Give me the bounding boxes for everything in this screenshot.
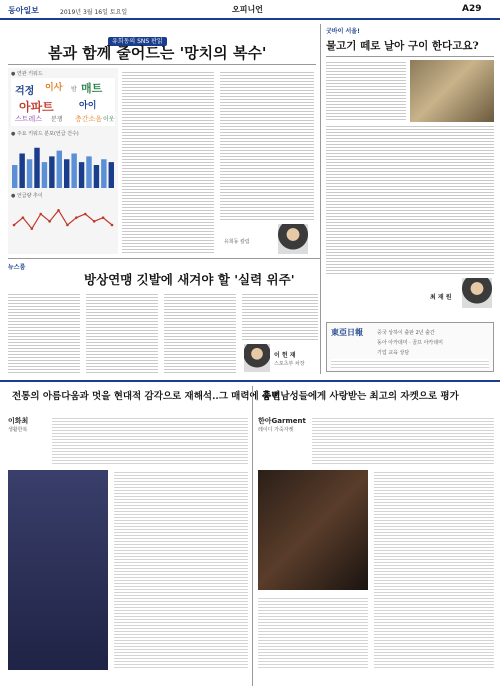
data-point bbox=[22, 216, 25, 219]
bar bbox=[86, 156, 91, 188]
article-photo bbox=[410, 60, 494, 122]
ad-sub: 레이디 가죽자켓 bbox=[258, 427, 294, 433]
masthead bbox=[0, 0, 500, 20]
chart2-title: ● 주요 키워드 분포(언급 건수) bbox=[11, 131, 79, 137]
bar bbox=[101, 159, 106, 188]
ad-line: 기업 교육 상담 bbox=[377, 350, 410, 356]
bar bbox=[71, 154, 76, 189]
cloud-word: 아이 bbox=[79, 101, 97, 111]
bar bbox=[57, 151, 62, 188]
cloud-word: 아파트 bbox=[19, 100, 54, 114]
data-point bbox=[31, 227, 34, 230]
word-cloud bbox=[11, 78, 115, 126]
bar bbox=[19, 154, 24, 189]
infographic bbox=[8, 68, 118, 254]
data-point bbox=[39, 213, 42, 216]
ad-company: 이화최 bbox=[8, 417, 29, 425]
chart1-title: ● 연관 키워드 bbox=[11, 71, 43, 77]
series-line bbox=[14, 210, 112, 228]
bar bbox=[34, 148, 39, 188]
chart3-title: ● 언급량 추이 bbox=[11, 193, 43, 199]
newsroom-column bbox=[8, 260, 320, 376]
bar-chart bbox=[11, 138, 115, 188]
bar bbox=[42, 162, 47, 188]
ad-headline: 중년남성들에게 사랑받는 최고의 자켓으로 평가 bbox=[262, 391, 459, 402]
data-point bbox=[102, 216, 105, 219]
bar bbox=[109, 162, 114, 188]
author-name: 유희동 칼럼 bbox=[224, 239, 250, 245]
section-name: 오피니언 bbox=[232, 5, 263, 14]
line-chart bbox=[11, 200, 115, 250]
bar bbox=[12, 165, 17, 188]
opinion-column-2 bbox=[326, 24, 494, 324]
cloud-word: 매트 bbox=[81, 82, 103, 95]
ad-brand: 東亞日報 bbox=[331, 327, 363, 337]
cloud-word: 밤 bbox=[71, 86, 77, 93]
column-headline: 봄과 함께 줄어드는 '망치의 복수' bbox=[48, 44, 267, 62]
issue-date: 2019년 3월 16일 토요일 bbox=[60, 9, 128, 16]
bar bbox=[27, 159, 32, 188]
author-name: 이 헌 재 bbox=[274, 352, 296, 359]
data-point bbox=[13, 224, 16, 227]
column2-headline: 물고기 떼로 날아 구이 한다고요? bbox=[326, 40, 479, 52]
body-text bbox=[220, 70, 314, 220]
data-point bbox=[48, 220, 51, 223]
product-photo bbox=[258, 470, 368, 590]
product-photo bbox=[8, 470, 108, 670]
ad-headline: 전통의 아름다움과 멋을 현대적 감각으로 재해석..그 매력에 흠뻑 bbox=[12, 391, 281, 402]
ad-jacket bbox=[258, 386, 494, 686]
cloud-word: 층간소음 bbox=[75, 115, 103, 123]
data-point bbox=[84, 213, 87, 216]
cloud-word: 이웃 bbox=[103, 116, 115, 123]
bar bbox=[49, 156, 54, 188]
data-point bbox=[75, 216, 78, 219]
cloud-word: 스트레스 bbox=[15, 115, 43, 123]
body-text bbox=[122, 70, 214, 254]
paper-logo: 동아일보 bbox=[8, 6, 39, 15]
ad-box bbox=[326, 322, 494, 372]
column-badge: 유희동의 SNS 판읽 bbox=[108, 28, 167, 47]
author-title: 스포츠부 차장 bbox=[274, 361, 305, 367]
cloud-word: 이사 bbox=[45, 83, 63, 93]
data-point bbox=[66, 224, 69, 227]
ad-sub: 생활한복 bbox=[8, 427, 28, 433]
author-name: 최 재 원 bbox=[430, 294, 452, 301]
data-point bbox=[93, 220, 96, 223]
author-photo bbox=[278, 224, 308, 254]
author-photo bbox=[244, 344, 270, 372]
data-point bbox=[57, 209, 60, 212]
ad-line: 중국 상하이 출판 2년 출간 bbox=[377, 330, 435, 336]
cloud-word: 걱정 bbox=[15, 86, 35, 97]
body-text bbox=[326, 124, 494, 274]
ad-company: 한아Garment bbox=[258, 417, 306, 425]
page-number: A29 bbox=[462, 4, 482, 14]
bar bbox=[79, 162, 84, 188]
bar bbox=[64, 159, 69, 188]
column-kicker: 굿바이 서울! bbox=[326, 28, 360, 35]
author-photo bbox=[462, 278, 492, 308]
bar bbox=[94, 165, 99, 188]
opinion-column bbox=[8, 24, 316, 256]
section-label: 뉴스룸 bbox=[8, 264, 26, 271]
ad-line: 동아 아카데미 · 골프 아카데미 bbox=[377, 340, 443, 346]
news-headline: 방상연맹 깃발에 새겨야 할 '실력 위주' bbox=[84, 272, 295, 287]
cloud-word: 분쟁 bbox=[51, 116, 63, 123]
data-point bbox=[111, 224, 114, 227]
